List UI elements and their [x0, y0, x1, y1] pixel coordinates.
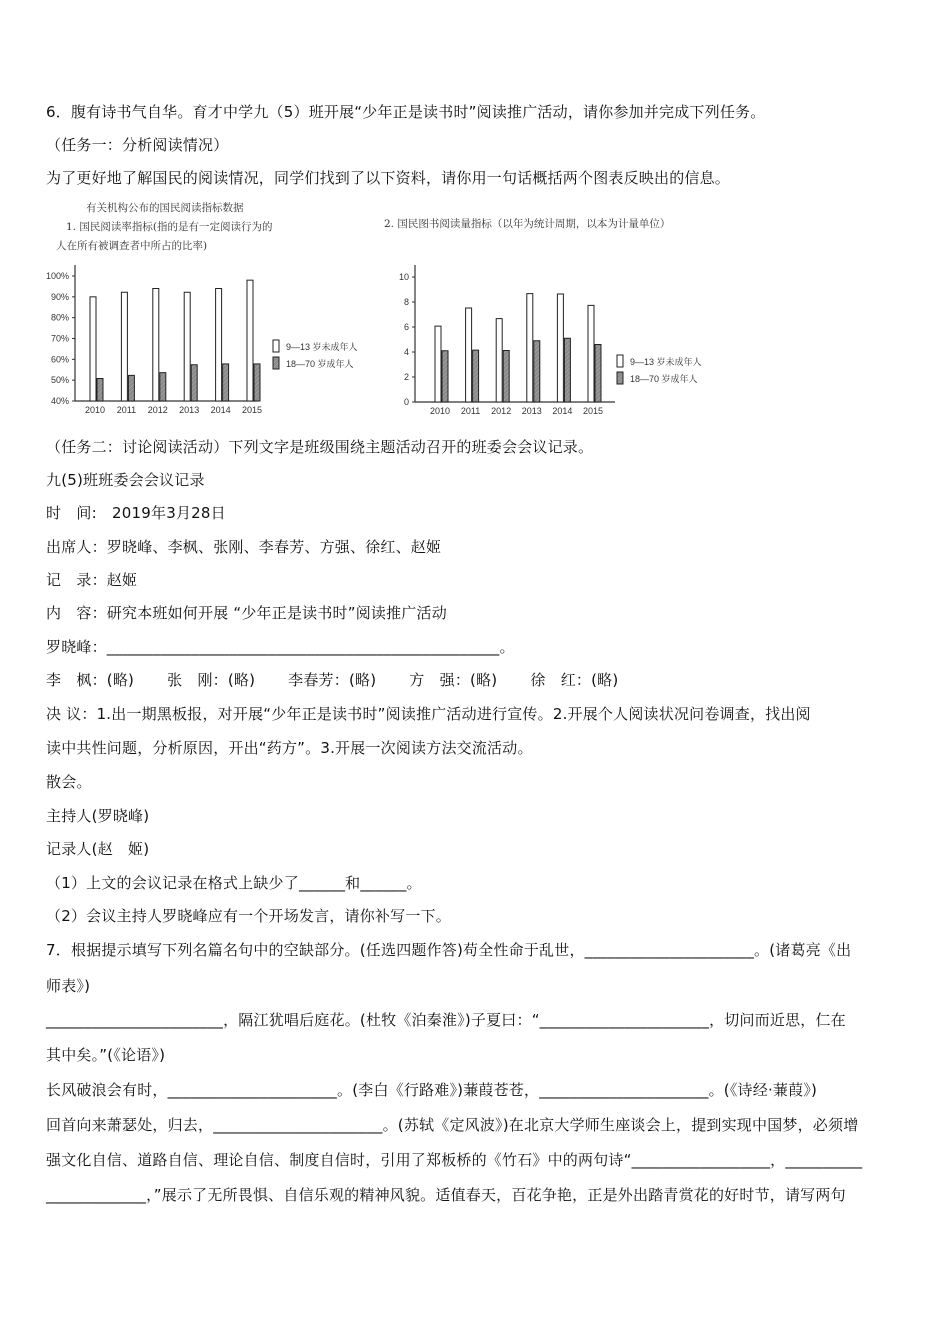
legend-label: 18—70 岁成年人 [286, 359, 354, 369]
y-tick-label: 100% [45, 271, 69, 281]
bar-adult [128, 375, 134, 401]
x-tick-label: 2010 [84, 405, 106, 415]
q7-line: 强文化自信、道路自信、理论自信、制度自信时，引用了郑板桥的《竹石》中的两句诗“__________________，__________ [46, 1151, 863, 1169]
legend-label: 18—70 岁成年人 [630, 374, 698, 384]
task1-heading: （任务一：分析阅读情况） [46, 136, 229, 154]
q6-intro: 6．腹有诗书气自华。育才中学九（5）班开展“少年正是读书时”阅读推广活动，请你参加并完成下列任务。 [46, 103, 766, 121]
q7-line: 7．根据提示填写下列名篇名句中的空缺部分。(任选四题作答)苟全性命于乱世，______________________。(诸葛亮《出 [46, 941, 852, 959]
bar-youth [153, 289, 159, 402]
bar-youth [466, 308, 472, 402]
x-tick-label: 2012 [147, 405, 168, 415]
minutes-attendees: 出席人：罗晓峰、李枫、张刚、李春芳、方强、徐红、赵姬 [46, 538, 442, 556]
sub-question-2: （2）会议主持人罗晓峰应有一个开场发言，请你补写一下。 [46, 907, 451, 925]
x-tick-label: 2015 [582, 406, 604, 416]
speaker-li-feng: 李 枫：(略) [46, 671, 135, 689]
bar-youth [90, 297, 96, 401]
y-tick-label: 8 [403, 297, 409, 307]
speaker-li-chunfang: 李春芳：(略) [288, 671, 377, 689]
x-tick-label: 2011 [116, 405, 137, 415]
resolution-line1: 决 议：1.出一期黑板报，对开展“少年正是读书时”阅读推广活动进行宣传。2.开展个人阅读状况问卷调查，找出阅 [46, 705, 811, 723]
bar-youth [435, 326, 441, 402]
y-tick-label: 40% [50, 396, 69, 406]
bar-adult [160, 373, 166, 401]
minutes-title: 九(5)班班委会会议记录 [46, 471, 205, 489]
y-tick-label: 2 [403, 372, 409, 382]
minutes-luo-blank: 罗晓峰：___________________________________________________。 [46, 638, 515, 656]
chart-heading: 有关机构公布的国民阅读指标数据 [86, 202, 244, 214]
x-tick-label: 2012 [491, 406, 512, 416]
x-tick-label: 2011 [460, 406, 481, 416]
bar-adult [223, 364, 229, 401]
x-tick-label: 2013 [179, 405, 200, 415]
q7-line: _______________________，隔江犹唱后庭花。(杜牧《泊秦淮》)子夏曰：“______________________，切问而近思，仁在 [46, 1011, 846, 1029]
minutes-time: 时 间: 2019年3月28日 [46, 504, 226, 522]
x-tick-label: 2013 [521, 406, 542, 416]
bar-adult [564, 338, 570, 402]
y-tick-label: 4 [403, 347, 409, 357]
sub-question-1: （1）上文的会议记录在格式上缺少了______和______。 [46, 874, 422, 892]
legend-swatch [273, 340, 279, 352]
bar-youth [527, 294, 533, 402]
bar-youth [588, 305, 594, 402]
speaker-zhang-gang: 张 刚：(略) [167, 671, 256, 689]
task2-heading: （任务二：讨论阅读活动）下列文字是班级围绕主题活动召开的班委会会议记录。 [46, 438, 594, 456]
bar-adult [442, 351, 448, 402]
y-tick-label: 6 [403, 322, 409, 332]
y-tick-label: 10 [398, 272, 409, 282]
y-tick-label: 80% [50, 312, 69, 323]
bar-youth [216, 289, 222, 402]
host-sign: 主持人(罗晓峰) [46, 807, 150, 825]
q7-line: 回首向来萧瑟处，归去，______________________。(苏轼《定风波》)在北京大学师生座谈会上，提到实现中国梦，必须增 [46, 1116, 859, 1134]
bar-youth [496, 319, 502, 402]
bar-adult [254, 364, 260, 401]
y-tick-label: 50% [50, 375, 69, 386]
legend-swatch [273, 357, 279, 369]
minutes-recorder: 记 录：赵姬 [46, 571, 138, 589]
q7-line: 长风破浪会有时，______________________。(李白《行路难》)蒹葭苍苍，______________________。(《诗经·蒹葭》) [46, 1081, 818, 1099]
legend-swatch [617, 372, 623, 384]
adjourn: 散会。 [46, 773, 92, 791]
bar-adult [534, 341, 540, 402]
bar-adult [97, 379, 103, 402]
bar-youth [557, 294, 563, 402]
bar-youth [247, 280, 253, 401]
task1-prompt: 为了更好地了解国民的阅读情况，同学们找到了以下资料，请你用一句话概括两个图表反映出的信息。 [46, 169, 731, 187]
y-tick-label: 60% [50, 354, 69, 365]
legend-swatch [617, 355, 623, 367]
chart1-title-line1: 1. 国民阅读率指标(指的是有一定阅读行为的 [66, 221, 273, 233]
x-tick-label: 2014 [210, 405, 231, 415]
y-tick-label: 0 [403, 397, 409, 407]
resolution-line2: 读中共性问题，分析原因，开出“药方”。3.开展一次阅读方法交流活动。 [46, 739, 533, 757]
x-tick-label: 2014 [552, 406, 573, 416]
chart2-title: 2. 国民图书阅读量指标（以年为统计周期，以本为计量单位） [384, 218, 671, 230]
x-tick-label: 2015 [241, 405, 263, 415]
bar-adult [503, 351, 509, 403]
bar-youth [121, 292, 127, 401]
chart1-title-line2: 人在所有被调查者中所占的比率) [56, 240, 208, 252]
bar-adult [191, 365, 197, 401]
bar-adult [473, 350, 479, 402]
legend-label: 9—13 岁未成年人 [286, 342, 358, 352]
recorder-sign: 记录人(赵 姬) [46, 840, 150, 858]
q7-line: 师表》) [46, 977, 91, 995]
speaker-xu-hong: 徐 红：(略) [530, 671, 619, 689]
legend-label: 9—13 岁未成年人 [630, 357, 702, 367]
minutes-others [46, 670, 618, 690]
q7-line: _____________，”展示了无所畏惧、自信乐观的精神风貌。适值春天，百花争艳，正是外出踏青赏花的好时节，请写两句 [46, 1186, 846, 1204]
bar-youth [184, 292, 190, 401]
speaker-fang-qiang: 方 强：(略) [409, 671, 498, 689]
q7-line: 其中矣。”(《论语》) [46, 1046, 166, 1064]
y-tick-label: 90% [50, 291, 69, 302]
x-tick-label: 2010 [429, 406, 451, 416]
bar-adult [595, 345, 601, 403]
y-tick-label: 70% [50, 333, 69, 344]
minutes-content: 内 容：研究本班如何开展 “少年正是读书时”阅读推广活动 [46, 604, 447, 622]
